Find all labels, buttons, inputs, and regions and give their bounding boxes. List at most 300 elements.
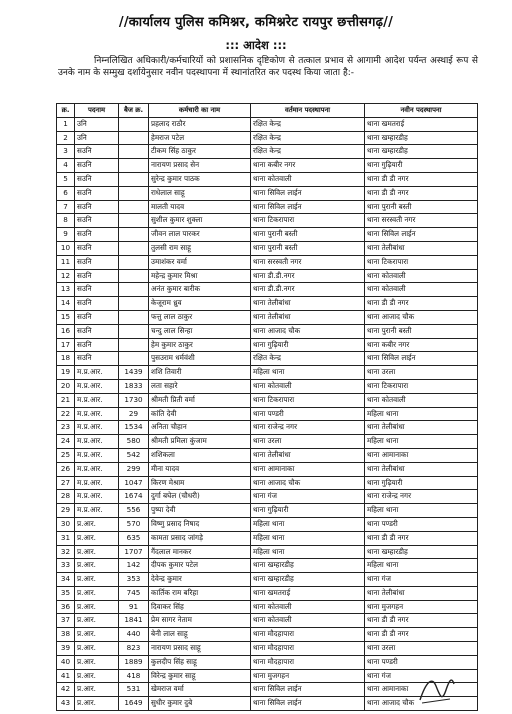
cell-current-posting: थाना आमानाका bbox=[251, 462, 365, 476]
table-row bbox=[57, 490, 478, 504]
cell-new-posting: थाना डी डी नगर bbox=[365, 172, 478, 186]
order-title: ::: आदेश ::: bbox=[225, 38, 287, 52]
table-row bbox=[57, 297, 478, 311]
table-row bbox=[57, 421, 478, 435]
table-row bbox=[57, 669, 478, 683]
cell-designation: प्र.आर. bbox=[75, 683, 119, 697]
cell-serial: 12 bbox=[57, 269, 75, 283]
cell-new-posting: थाना पुरानी बस्ती bbox=[365, 324, 478, 338]
cell-designation: उनि bbox=[75, 117, 119, 131]
cell-badge bbox=[119, 310, 149, 324]
cell-name: दिवाकर सिंह bbox=[149, 600, 251, 614]
cell-name: कामता प्रसाद जांगड़े bbox=[149, 531, 251, 545]
cell-new-posting: महिला थाना bbox=[365, 407, 478, 421]
cell-serial: 7 bbox=[57, 200, 75, 214]
cell-name: दीपक कुमार पटेल bbox=[149, 559, 251, 573]
cell-new-posting: थाना डी डी नगर bbox=[365, 628, 478, 642]
table-row bbox=[57, 131, 478, 145]
cell-new-posting: महिला थाना bbox=[365, 559, 478, 573]
cell-current-posting: थाना सिविल लाईन bbox=[251, 697, 365, 711]
cell-serial: 34 bbox=[57, 573, 75, 587]
cell-current-posting: थाना सिविल लाईन bbox=[251, 186, 365, 200]
column-header-current-posting: वर्तमान पदस्थापना bbox=[251, 104, 365, 118]
table-row bbox=[57, 448, 478, 462]
cell-badge bbox=[119, 186, 149, 200]
cell-name: शशि तिवारी bbox=[149, 366, 251, 380]
cell-badge: 142 bbox=[119, 559, 149, 573]
cell-current-posting: रक्षित केन्द्र bbox=[251, 131, 365, 145]
cell-serial: 35 bbox=[57, 586, 75, 600]
table-row bbox=[57, 393, 478, 407]
table-row bbox=[57, 228, 478, 242]
cell-badge bbox=[119, 297, 149, 311]
cell-badge: 1649 bbox=[119, 697, 149, 711]
table-row bbox=[57, 642, 478, 656]
cell-name: प्रेम सागर नेताम bbox=[149, 614, 251, 628]
cell-name: हेम कुमार ठाकुर bbox=[149, 338, 251, 352]
cell-serial: 28 bbox=[57, 490, 75, 504]
cell-badge bbox=[119, 228, 149, 242]
table-row bbox=[57, 476, 478, 490]
cell-serial: 29 bbox=[57, 504, 75, 518]
table-row bbox=[57, 241, 478, 255]
cell-current-posting: महिला थाना bbox=[251, 517, 365, 531]
cell-serial: 26 bbox=[57, 462, 75, 476]
cell-current-posting: थाना पुरानी बस्ती bbox=[251, 228, 365, 242]
cell-new-posting: थाना आजाद चौक bbox=[365, 697, 478, 711]
cell-new-posting: थाना राजेन्द्र नगर bbox=[365, 490, 478, 504]
cell-new-posting: थाना खमतराई bbox=[365, 117, 478, 131]
cell-new-posting: थाना तेलीबांधा bbox=[365, 462, 478, 476]
cell-serial: 1 bbox=[57, 117, 75, 131]
cell-new-posting: थाना तेलीबांधा bbox=[365, 586, 478, 600]
cell-current-posting: थाना कबीर नगर bbox=[251, 159, 365, 173]
cell-badge bbox=[119, 117, 149, 131]
cell-current-posting: थाना खम्हारडीह bbox=[251, 573, 365, 587]
cell-designation: सउनि bbox=[75, 352, 119, 366]
cell-designation: प्र.आर. bbox=[75, 517, 119, 531]
cell-serial: 43 bbox=[57, 697, 75, 711]
cell-current-posting: थाना सिविल लाईन bbox=[251, 200, 365, 214]
table-row bbox=[57, 462, 478, 476]
cell-name: शशिकला bbox=[149, 448, 251, 462]
cell-name: अनिता चौहान bbox=[149, 421, 251, 435]
cell-name: महेन्द्र कुमार मिश्रा bbox=[149, 269, 251, 283]
column-header-designation: पदनाम bbox=[75, 104, 119, 118]
cell-designation: सउनि bbox=[75, 159, 119, 173]
cell-new-posting: थाना कोतवाली bbox=[365, 283, 478, 297]
cell-designation: प्र.आर. bbox=[75, 669, 119, 683]
cell-name: विष्णु प्रसाद निषाद bbox=[149, 517, 251, 531]
cell-designation: म.प्र.आर. bbox=[75, 435, 119, 449]
cell-designation: म.प्र.आर. bbox=[75, 462, 119, 476]
cell-current-posting: थाना तेलीबांधा bbox=[251, 310, 365, 324]
cell-new-posting: थाना डी डी नगर bbox=[365, 297, 478, 311]
cell-badge bbox=[119, 352, 149, 366]
cell-designation: म.प्र.आर. bbox=[75, 379, 119, 393]
cell-badge bbox=[119, 214, 149, 228]
cell-badge bbox=[119, 172, 149, 186]
cell-serial: 8 bbox=[57, 214, 75, 228]
office-heading: //कार्यालय पुलिस कमिश्नर, कमिश्नरेट रायपुर छत्तीसगढ़// bbox=[118, 15, 394, 30]
cell-current-posting: थाना मौदहापारा bbox=[251, 628, 365, 642]
cell-designation: प्र.आर. bbox=[75, 697, 119, 711]
cell-designation: म.प्र.आर. bbox=[75, 476, 119, 490]
cell-new-posting: थाना सरस्वती नगर bbox=[365, 214, 478, 228]
cell-badge: 1439 bbox=[119, 366, 149, 380]
cell-name: मीना यादव bbox=[149, 462, 251, 476]
cell-current-posting: रक्षित केन्द्र bbox=[251, 117, 365, 131]
cell-current-posting: थाना कोतवाली bbox=[251, 600, 365, 614]
cell-serial: 32 bbox=[57, 545, 75, 559]
cell-current-posting: थाना पण्डरी bbox=[251, 407, 365, 421]
cell-new-posting: थाना गुढ़ियारी bbox=[365, 159, 478, 173]
cell-serial: 3 bbox=[57, 145, 75, 159]
cell-designation: म.प्र.आर. bbox=[75, 504, 119, 518]
cell-serial: 19 bbox=[57, 366, 75, 380]
cell-designation: प्र.आर. bbox=[75, 531, 119, 545]
cell-name: खेमराज वर्मा bbox=[149, 683, 251, 697]
cell-new-posting: थाना डी डी नगर bbox=[365, 614, 478, 628]
cell-name: सुधीर कुमार दुबे bbox=[149, 697, 251, 711]
table-row bbox=[57, 407, 478, 421]
cell-badge: 440 bbox=[119, 628, 149, 642]
cell-badge bbox=[119, 131, 149, 145]
cell-designation: प्र.आर. bbox=[75, 642, 119, 656]
cell-current-posting: थाना कोतवाली bbox=[251, 379, 365, 393]
cell-serial: 16 bbox=[57, 324, 75, 338]
table-row bbox=[57, 614, 478, 628]
cell-badge: 1833 bbox=[119, 379, 149, 393]
cell-name: अनंत कुमार बारीक bbox=[149, 283, 251, 297]
cell-serial: 27 bbox=[57, 476, 75, 490]
cell-serial: 10 bbox=[57, 241, 75, 255]
cell-badge bbox=[119, 241, 149, 255]
cell-new-posting: थाना गुढ़ियारी bbox=[365, 476, 478, 490]
cell-current-posting: थाना मौदहापारा bbox=[251, 642, 365, 656]
cell-designation: प्र.आर. bbox=[75, 559, 119, 573]
cell-serial: 41 bbox=[57, 669, 75, 683]
cell-name: देवेन्द्र कुमार bbox=[149, 573, 251, 587]
column-header-badge: बैज क्र. bbox=[119, 104, 149, 118]
cell-name: टीकम सिंह ठाकुर bbox=[149, 145, 251, 159]
cell-designation: सउनि bbox=[75, 297, 119, 311]
cell-current-posting: थाना आजाद चौक bbox=[251, 324, 365, 338]
cell-current-posting: थाना राजेन्द्र नगर bbox=[251, 421, 365, 435]
order-intro-paragraph: निम्नलिखित अधिकारी/कर्मचारियों को प्रशासनिक दृष्टिकोण से तत्काल प्रभाव से आगामी आदेश पर्यन्त अस्थाई रूप से उनके नाम के सम्मुख दर्शायेनुसार नवीन पदस्थापना में स्थानांतरित कर पदस्थ किया जाता है:- bbox=[58, 56, 478, 78]
cell-designation: प्र.आर. bbox=[75, 586, 119, 600]
cell-serial: 23 bbox=[57, 421, 75, 435]
cell-serial: 14 bbox=[57, 297, 75, 311]
cell-name: पुसउराम धर्मवंशी bbox=[149, 352, 251, 366]
cell-name: मालती यादव bbox=[149, 200, 251, 214]
cell-badge: 556 bbox=[119, 504, 149, 518]
cell-new-posting: थाना गंज bbox=[365, 573, 478, 587]
cell-designation: सउनि bbox=[75, 228, 119, 242]
table-row bbox=[57, 559, 478, 573]
cell-badge: 29 bbox=[119, 407, 149, 421]
cell-current-posting: महिला थाना bbox=[251, 531, 365, 545]
column-header-name: कर्मचारी का नाम bbox=[149, 104, 251, 118]
cell-designation: सउनि bbox=[75, 283, 119, 297]
cell-badge: 531 bbox=[119, 683, 149, 697]
table-row bbox=[57, 655, 478, 669]
cell-new-posting: थाना आजाद चौक bbox=[365, 310, 478, 324]
cell-name: सुरेन्द्र कुमार पाठक bbox=[149, 172, 251, 186]
cell-current-posting: थाना तेलीबांधा bbox=[251, 448, 365, 462]
cell-designation: म.प्र.आर. bbox=[75, 421, 119, 435]
cell-serial: 30 bbox=[57, 517, 75, 531]
cell-new-posting: थाना उरला bbox=[365, 366, 478, 380]
table-row bbox=[57, 310, 478, 324]
cell-badge: 823 bbox=[119, 642, 149, 656]
cell-current-posting: रक्षित केन्द्र bbox=[251, 145, 365, 159]
cell-designation: प्र.आर. bbox=[75, 545, 119, 559]
cell-badge: 542 bbox=[119, 448, 149, 462]
cell-name: श्रीमती प्रमिला कुंजाम bbox=[149, 435, 251, 449]
cell-current-posting: थाना टिकरापारा bbox=[251, 214, 365, 228]
cell-serial: 2 bbox=[57, 131, 75, 145]
cell-badge bbox=[119, 200, 149, 214]
cell-badge: 1730 bbox=[119, 393, 149, 407]
cell-new-posting: थाना डी डी नगर bbox=[365, 186, 478, 200]
cell-designation: म.प्र.आर. bbox=[75, 407, 119, 421]
table-row bbox=[57, 145, 478, 159]
table-row bbox=[57, 683, 478, 697]
cell-new-posting: थाना कोतवाली bbox=[365, 269, 478, 283]
cell-serial: 15 bbox=[57, 310, 75, 324]
table-row bbox=[57, 435, 478, 449]
cell-name: नारायण प्रसाद साहू bbox=[149, 642, 251, 656]
cell-badge: 91 bbox=[119, 600, 149, 614]
cell-new-posting: थाना उरला bbox=[365, 642, 478, 656]
cell-name: उमाशंकर वर्मा bbox=[149, 255, 251, 269]
cell-badge: 745 bbox=[119, 586, 149, 600]
table-row bbox=[57, 338, 478, 352]
table-row bbox=[57, 186, 478, 200]
cell-badge: 635 bbox=[119, 531, 149, 545]
cell-current-posting: थाना कोतवाली bbox=[251, 614, 365, 628]
cell-current-posting: थाना आजाद चौक bbox=[251, 476, 365, 490]
cell-serial: 17 bbox=[57, 338, 75, 352]
cell-serial: 24 bbox=[57, 435, 75, 449]
cell-name: दुर्गा बघेल (चौधरी) bbox=[149, 490, 251, 504]
cell-designation: सउनि bbox=[75, 145, 119, 159]
cell-new-posting: थाना कबीर नगर bbox=[365, 338, 478, 352]
cell-new-posting: थाना मुजगहन bbox=[365, 600, 478, 614]
cell-badge bbox=[119, 283, 149, 297]
cell-name: हेमराज पटेल bbox=[149, 131, 251, 145]
cell-name: प्रहलाद राठौर bbox=[149, 117, 251, 131]
table-row bbox=[57, 117, 478, 131]
cell-designation: सउनि bbox=[75, 214, 119, 228]
cell-current-posting: महिला थाना bbox=[251, 545, 365, 559]
cell-serial: 36 bbox=[57, 600, 75, 614]
cell-designation: प्र.आर. bbox=[75, 655, 119, 669]
cell-designation: प्र.आर. bbox=[75, 628, 119, 642]
cell-name: कुलदीप सिंह साहू bbox=[149, 655, 251, 669]
table-row bbox=[57, 628, 478, 642]
cell-designation: म.प्र.आर. bbox=[75, 366, 119, 380]
cell-new-posting: थाना पुरानी बस्ती bbox=[365, 200, 478, 214]
table-row bbox=[57, 504, 478, 518]
table-row bbox=[57, 517, 478, 531]
table-row bbox=[57, 172, 478, 186]
signature-mark bbox=[416, 672, 456, 706]
transfer-table bbox=[56, 103, 478, 711]
cell-new-posting: थाना आमानाका bbox=[365, 683, 478, 697]
cell-new-posting: थाना डी डी नगर bbox=[365, 531, 478, 545]
cell-current-posting: थाना खम्हारडीह bbox=[251, 559, 365, 573]
cell-name: फत्तु लाल ठाकुर bbox=[149, 310, 251, 324]
cell-current-posting: थाना डी.डी.नगर bbox=[251, 283, 365, 297]
cell-badge: 1707 bbox=[119, 545, 149, 559]
cell-name: तुलसी राम साहू bbox=[149, 241, 251, 255]
cell-designation: प्र.आर. bbox=[75, 600, 119, 614]
cell-new-posting: थाना टिकरापारा bbox=[365, 255, 478, 269]
cell-designation: सउनि bbox=[75, 186, 119, 200]
cell-serial: 13 bbox=[57, 283, 75, 297]
cell-designation: उनि bbox=[75, 131, 119, 145]
cell-name: विरेन्द्र कुमार साहू bbox=[149, 669, 251, 683]
table-header-row bbox=[57, 104, 478, 118]
cell-serial: 38 bbox=[57, 628, 75, 642]
cell-designation: सउनि bbox=[75, 338, 119, 352]
cell-current-posting: महिला थाना bbox=[251, 366, 365, 380]
cell-designation: म.प्र.आर. bbox=[75, 393, 119, 407]
cell-name: किरण मेश्राम bbox=[149, 476, 251, 490]
cell-serial: 22 bbox=[57, 407, 75, 421]
cell-name: कांति देवी bbox=[149, 407, 251, 421]
cell-serial: 39 bbox=[57, 642, 75, 656]
cell-current-posting: थाना मौदहापारा bbox=[251, 655, 365, 669]
table-row bbox=[57, 545, 478, 559]
cell-new-posting: थाना गंज bbox=[365, 669, 478, 683]
cell-badge bbox=[119, 324, 149, 338]
cell-current-posting: थाना डी.डी.नगर bbox=[251, 269, 365, 283]
cell-serial: 11 bbox=[57, 255, 75, 269]
cell-badge: 1534 bbox=[119, 421, 149, 435]
cell-designation: सउनि bbox=[75, 172, 119, 186]
table-row bbox=[57, 214, 478, 228]
table-row bbox=[57, 200, 478, 214]
cell-badge bbox=[119, 159, 149, 173]
cell-new-posting: थाना सिविल लाईन bbox=[365, 228, 478, 242]
cell-serial: 25 bbox=[57, 448, 75, 462]
cell-serial: 40 bbox=[57, 655, 75, 669]
cell-designation: प्र.आर. bbox=[75, 573, 119, 587]
cell-new-posting: थाना तेलीबांधा bbox=[365, 421, 478, 435]
cell-designation: सउनि bbox=[75, 324, 119, 338]
cell-current-posting: रक्षित केन्द्र bbox=[251, 352, 365, 366]
cell-badge: 1047 bbox=[119, 476, 149, 490]
cell-new-posting: थाना सिविल लाईन bbox=[365, 352, 478, 366]
cell-badge bbox=[119, 338, 149, 352]
column-header-new-posting: नवीन पदस्थापना bbox=[365, 104, 478, 118]
table-row bbox=[57, 379, 478, 393]
cell-badge: 1889 bbox=[119, 655, 149, 669]
cell-name: कार्तिक राम बरिहा bbox=[149, 586, 251, 600]
cell-current-posting: थाना उरला bbox=[251, 435, 365, 449]
cell-designation: सउनि bbox=[75, 200, 119, 214]
cell-new-posting: थाना पण्डरी bbox=[365, 517, 478, 531]
cell-new-posting: थाना खम्हारडीह bbox=[365, 145, 478, 159]
table-row bbox=[57, 283, 478, 297]
cell-badge bbox=[119, 145, 149, 159]
cell-serial: 9 bbox=[57, 228, 75, 242]
cell-serial: 42 bbox=[57, 683, 75, 697]
cell-badge: 1674 bbox=[119, 490, 149, 504]
cell-current-posting: थाना सिविल लाईन bbox=[251, 683, 365, 697]
table-row bbox=[57, 697, 478, 711]
table-row bbox=[57, 255, 478, 269]
cell-new-posting: थाना टिकरापारा bbox=[365, 379, 478, 393]
cell-new-posting: थाना खम्हारडीह bbox=[365, 131, 478, 145]
cell-current-posting: थाना गंज bbox=[251, 490, 365, 504]
table-row bbox=[57, 159, 478, 173]
table-body bbox=[57, 117, 478, 710]
cell-serial: 5 bbox=[57, 172, 75, 186]
table-row bbox=[57, 366, 478, 380]
cell-name: गैंदलाल मानकर bbox=[149, 545, 251, 559]
cell-serial: 20 bbox=[57, 379, 75, 393]
cell-name: लता सहारे bbox=[149, 379, 251, 393]
table-row bbox=[57, 324, 478, 338]
cell-current-posting: थाना तेलीबांधा bbox=[251, 297, 365, 311]
cell-serial: 33 bbox=[57, 559, 75, 573]
cell-designation: सउनि bbox=[75, 310, 119, 324]
cell-badge bbox=[119, 255, 149, 269]
table-row bbox=[57, 600, 478, 614]
cell-badge: 580 bbox=[119, 435, 149, 449]
table-row bbox=[57, 586, 478, 600]
cell-current-posting: थाना कोतवाली bbox=[251, 172, 365, 186]
cell-name: चन्दु लाल सिन्हा bbox=[149, 324, 251, 338]
cell-new-posting: थाना तेलीबांधा bbox=[365, 241, 478, 255]
cell-serial: 21 bbox=[57, 393, 75, 407]
cell-new-posting: महिला थाना bbox=[365, 435, 478, 449]
table-row bbox=[57, 269, 478, 283]
cell-badge: 418 bbox=[119, 669, 149, 683]
cell-serial: 18 bbox=[57, 352, 75, 366]
cell-new-posting: थाना कोतवाली bbox=[365, 393, 478, 407]
cell-current-posting: थाना पुरानी बस्ती bbox=[251, 241, 365, 255]
cell-new-posting: थाना आमानाका bbox=[365, 448, 478, 462]
cell-name: जीवन लाल पारकर bbox=[149, 228, 251, 242]
cell-serial: 6 bbox=[57, 186, 75, 200]
cell-current-posting: थाना मुजगहन bbox=[251, 669, 365, 683]
cell-new-posting: महिला थाना bbox=[365, 504, 478, 518]
cell-name: नारायण प्रसाद सेन bbox=[149, 159, 251, 173]
cell-designation: सउनि bbox=[75, 241, 119, 255]
cell-serial: 4 bbox=[57, 159, 75, 173]
table-row bbox=[57, 573, 478, 587]
cell-designation: म.प्र.आर. bbox=[75, 448, 119, 462]
cell-badge: 570 bbox=[119, 517, 149, 531]
cell-badge: 1841 bbox=[119, 614, 149, 628]
cell-serial: 31 bbox=[57, 531, 75, 545]
cell-current-posting: थाना खमतराई bbox=[251, 586, 365, 600]
cell-badge: 353 bbox=[119, 573, 149, 587]
cell-name: राधेलाल साहू bbox=[149, 186, 251, 200]
cell-current-posting: थाना गुढ़ियारी bbox=[251, 338, 365, 352]
cell-badge: 299 bbox=[119, 462, 149, 476]
cell-designation: सउनि bbox=[75, 255, 119, 269]
cell-badge bbox=[119, 269, 149, 283]
cell-designation: प्र.आर. bbox=[75, 614, 119, 628]
cell-serial: 37 bbox=[57, 614, 75, 628]
cell-name: पुष्पा देवी bbox=[149, 504, 251, 518]
